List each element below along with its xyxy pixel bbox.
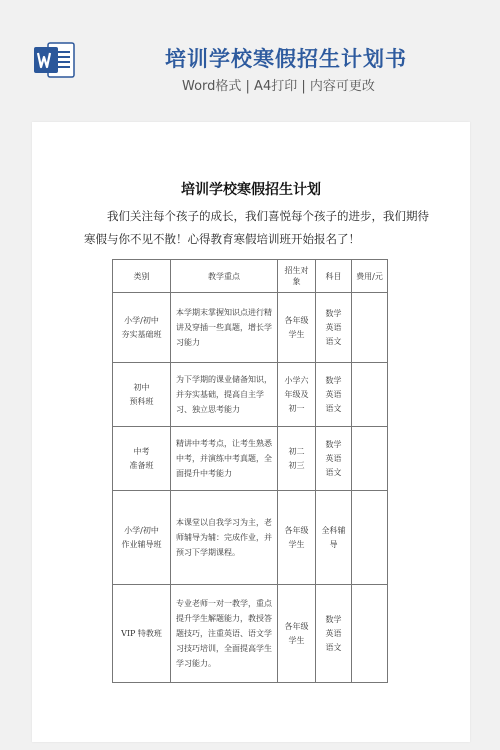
cell-subject: 数学 英语 语文	[316, 363, 352, 427]
cell-subject: 数学 英语 语文	[316, 585, 352, 683]
table-header-row	[113, 260, 388, 293]
document-page	[32, 122, 470, 742]
cell-focus: 专业老师一对一教学，重点提升学生解题能力，教授答题技巧，注重英语、语文学习技巧培训，全面提高学生学习能力。	[171, 585, 278, 683]
cell-fee	[352, 427, 388, 491]
header-subject: 科目	[316, 260, 352, 293]
cell-focus: 为下学期的课业储备知识，并夯实基础，提高自主学习、独立思考能力	[171, 363, 278, 427]
word-icon	[34, 40, 76, 80]
document-intro: 我们关注每个孩子的成长，我们喜悦每个孩子的进步，我们期待寒假与你不见不散！心得教育寒假培训班开始报名了！	[84, 209, 429, 246]
header-category: 类别	[113, 260, 171, 293]
cell-target: 各年级学生	[278, 585, 316, 683]
cell-category: VIP 特教班	[113, 585, 171, 683]
document-title: 培训学校寒假招生计划	[181, 182, 321, 198]
header-fee: 费用/元	[352, 260, 388, 293]
cell-fee	[352, 585, 388, 683]
cell-category: 初中 预科班	[113, 363, 171, 427]
table-row	[113, 363, 388, 427]
cell-category: 小学/初中 作业辅导班	[113, 491, 171, 585]
table-row	[113, 427, 388, 491]
cell-fee	[352, 363, 388, 427]
cell-category: 小学/初中 夯实基础班	[113, 293, 171, 363]
header-focus: 教学重点	[171, 260, 278, 293]
cell-focus: 本学期末掌握知识点进行精讲及穿插一些真题，增长学习能力	[171, 293, 278, 363]
cell-subject: 全科辅导	[316, 491, 352, 585]
cell-target: 初二 初三	[278, 427, 316, 491]
enrollment-table	[112, 259, 388, 683]
table-row	[113, 585, 388, 683]
cell-subject: 数学 英语 语文	[316, 293, 352, 363]
cell-target: 小学六年级及初一	[278, 363, 316, 427]
cell-category: 中考 准备班	[113, 427, 171, 491]
table-row	[113, 293, 388, 363]
cell-target: 各年级学生	[278, 491, 316, 585]
page-title: 培训学校寒假招生计划书	[165, 47, 407, 71]
header-target: 招生对象	[278, 260, 316, 293]
header	[0, 0, 500, 120]
cell-focus: 本课堂以自我学习为主，老师辅导为辅：完成作业，并预习下学期课程。	[171, 491, 278, 585]
cell-focus: 精讲中考考点，让考生熟悉中考，并演练中考真题，全面提升中考能力	[171, 427, 278, 491]
cell-subject: 数学 英语 语文	[316, 427, 352, 491]
cell-target: 各年级学生	[278, 293, 316, 363]
table-row	[113, 491, 388, 585]
cell-fee	[352, 491, 388, 585]
page-subtitle: Word格式 | A4打印 | 内容可更改	[182, 79, 375, 94]
cell-fee	[352, 293, 388, 363]
